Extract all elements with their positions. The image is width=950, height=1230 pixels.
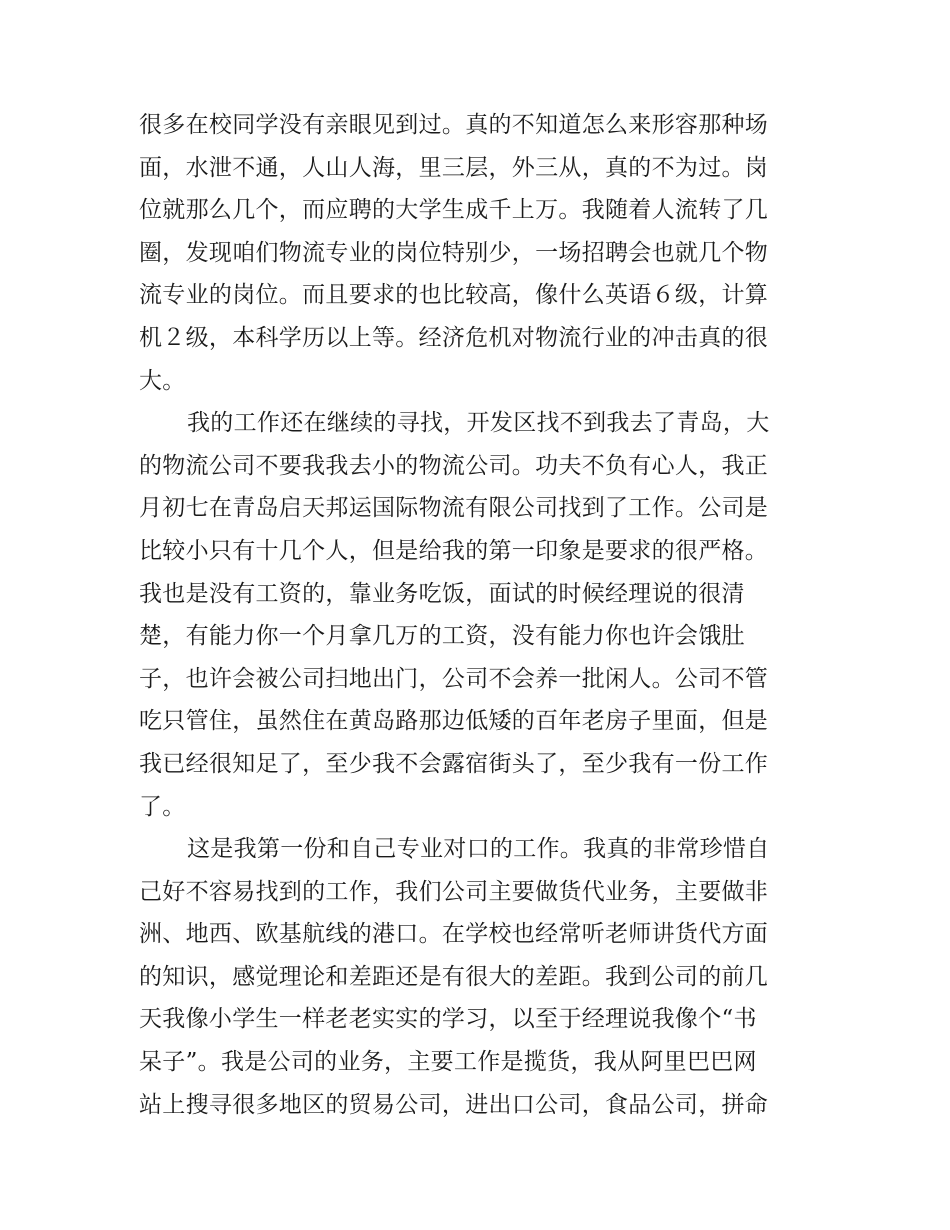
text-line: 天我像小学生一样老老实实的学习，以至于经理说我像个“书 <box>139 1006 757 1033</box>
paragraph <box>139 828 819 1126</box>
text-line: 这是我第一份和自己专业对口的工作。我真的非常珍惜自 <box>187 836 770 863</box>
text-line: 的知识，感觉理论和差距还是有很大的差距。我到公司的前几 <box>139 963 769 990</box>
text-line: 吃只管住，虽然住在黄岛路那边低矮的百年老房子里面，但是 <box>139 708 769 735</box>
text-line: 洲、地西、欧基航线的港口。在学校也经常听老师讲货代方面 <box>139 921 769 948</box>
paragraph <box>139 104 819 402</box>
text-line: 呆子”。我是公司的业务，主要工作是揽货，我从阿里巴巴网 <box>139 1049 757 1076</box>
text-line: 流专业的岗位。而且要求的也比较高，像什么英语６级，计算 <box>139 282 769 309</box>
document-body <box>139 104 819 1126</box>
text-line: 圈，发现咱们物流专业的岗位特别少，一场招聘会也就几个物 <box>139 239 769 266</box>
text-line: 机２级，本科学历以上等。经济危机对物流行业的冲击真的很 <box>139 324 769 351</box>
text-line: 站上搜寻很多地区的贸易公司，进出口公司，食品公司，拼命 <box>139 1091 769 1118</box>
text-line: 位就那么几个，而应聘的大学生成千上万。我随着人流转了几 <box>139 197 769 224</box>
text-line: 面，水泄不通，人山人海，里三层，外三从，真的不为过。岗 <box>139 154 769 181</box>
paragraph <box>139 402 819 828</box>
text-line: 我的工作还在继续的寻找，开发区找不到我去了青岛，大 <box>187 410 770 437</box>
text-line: 子，也许会被公司扫地出门，公司不会养一批闲人。公司不管 <box>139 665 769 692</box>
text-line: 的物流公司不要我我去小的物流公司。功夫不负有心人，我正 <box>139 452 769 479</box>
text-line: 大。 <box>139 367 186 394</box>
text-line: 月初七在青岛启天邦运国际物流有限公司找到了工作。公司是 <box>139 495 769 522</box>
text-line: 楚，有能力你一个月拿几万的工资，没有能力你也许会饿肚 <box>139 623 745 650</box>
text-line: 很多在校同学没有亲眼见到过。真的不知道怎么来形容那种场 <box>139 112 769 138</box>
text-line: 己好不容易找到的工作，我们公司主要做货代业务，主要做非 <box>139 878 769 905</box>
text-line: 我也是没有工资的，靠业务吃饭，面试的时候经理说的很清 <box>139 580 745 607</box>
text-line: 比较小只有十几个人，但是给我的第一印象是要求的很严格。 <box>139 537 769 564</box>
text-line: 了。 <box>139 793 186 820</box>
text-line: 我已经很知足了，至少我不会露宿街头了，至少我有一份工作 <box>139 750 769 777</box>
